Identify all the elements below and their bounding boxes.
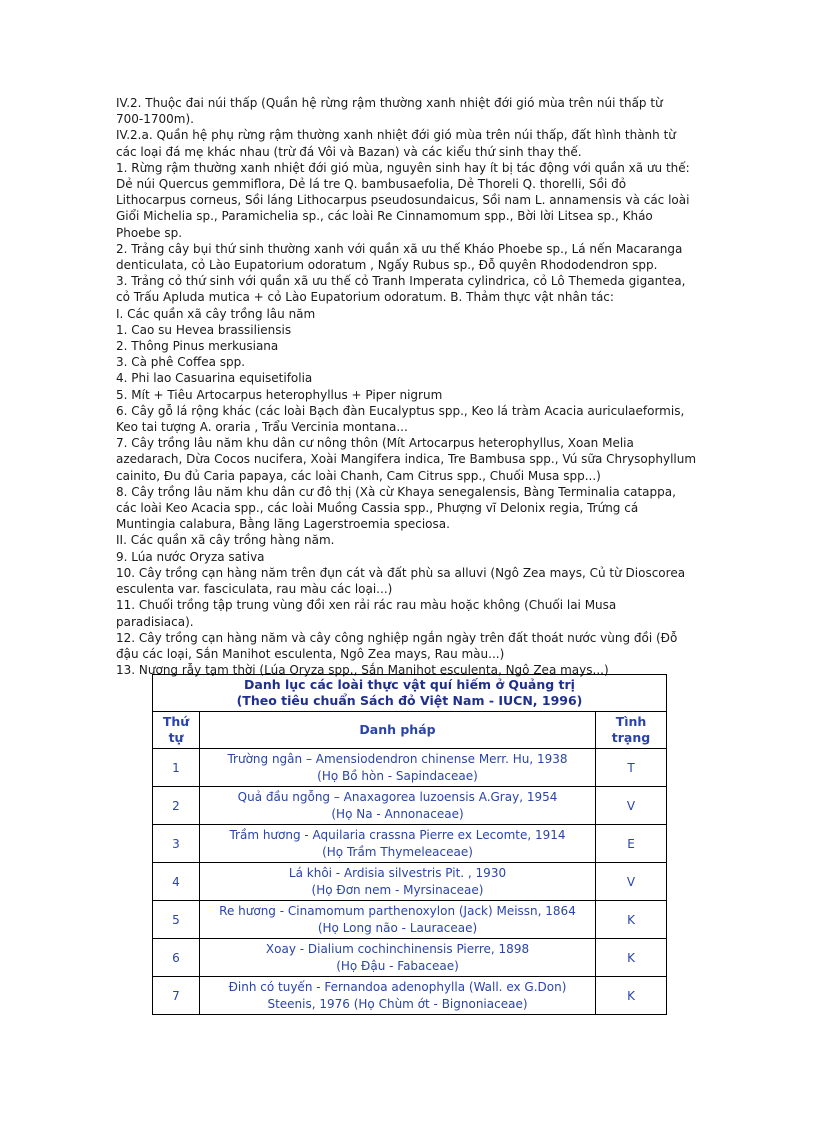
text-line: 2. Trảng cây bụi thứ sinh thường xanh với quần xã ưu thế Kháo Phoebe sp., Lá nến Macaranga — [116, 241, 683, 256]
species-line2: (Họ Na - Annonaceae) — [331, 806, 464, 821]
species-line1: Lá khôi - Ardisia silvestris Pit. , 1930 — [288, 865, 507, 880]
table-row — [153, 863, 667, 901]
row-number: 7 — [153, 977, 200, 1015]
table-row — [153, 901, 667, 939]
text-line: 11. Chuối trồng tập trung vùng đồi xen rải rác rau màu hoặc không (Chuối lai Musa — [116, 598, 617, 613]
species-line2: (Họ Đậu - Fabaceae) — [336, 958, 459, 973]
row-status: K — [596, 939, 667, 977]
text-line: 4. Phi lao Casuarina equisetifolia — [116, 371, 313, 386]
text-line: cainito, Đu đủ Caria papaya, các loài Chanh, Cam Citrus spp., Chuối Musa spp...) — [116, 468, 601, 483]
text-line: 5. Mít + Tiêu Artocarpus heterophyllus + Piper nigrum — [116, 387, 443, 402]
row-species-name — [200, 939, 596, 977]
species-line1: Trường ngân – Amensiodendron chinense Merr. Hu, 1938 — [227, 751, 568, 766]
table-row — [153, 787, 667, 825]
text-line: 3. Cà phê Coffea spp. — [116, 355, 246, 370]
text-line: 700-1700m). — [116, 112, 194, 127]
row-status: K — [596, 977, 667, 1015]
row-species-name — [200, 901, 596, 939]
text-line: 1. Rừng rậm thường xanh nhiệt đới gió mùa, nguyên sinh hay ít bị tác động với quần xã ưu thế: — [116, 160, 690, 175]
table-row — [153, 825, 667, 863]
row-status: V — [596, 787, 667, 825]
row-status: E — [596, 825, 667, 863]
rare-plants-table-wrapper — [152, 674, 666, 1015]
table-title-line2: (Theo tiêu chuẩn Sách đỏ Việt Nam - IUCN, 1996) — [236, 693, 583, 708]
text-line: azedarach, Dừa Cocos nucifera, Xoài Mangifera indica, Tre Bambusa spp., Vú sữa Chrysophyllum — [116, 452, 697, 467]
table-row — [153, 749, 667, 787]
species-line1: Đinh có tuyến - Fernandoa adenophylla (Wall. ex G.Don) — [228, 979, 567, 994]
text-line: Keo tai tượng A. oraria , Trẩu Vercinia montana... — [116, 420, 408, 435]
text-line: esculenta var. fasciculata, rau màu các loại...) — [116, 582, 393, 597]
text-line: 1. Cao su Hevea brassiliensis — [116, 322, 292, 337]
species-line2: Steenis, 1976 (Họ Chùm ớt - Bignoniaceae) — [267, 996, 528, 1011]
rare-plants-table — [152, 674, 667, 1015]
text-line: 3. Trảng cỏ thứ sinh với quần xã ưu thế cỏ Tranh Imperata cylindrica, cỏ Lô Themeda gigantea, — [116, 274, 686, 289]
text-line: cỏ Trấu Apluda mutica + cỏ Lào Eupatorium odoratum. B. Thảm thực vật nhân tác: — [116, 290, 614, 305]
text-line: 13. Nương rẫy tạm thời (Lúa Oryza spp., Sắn Manihot esculenta, Ngô Zea mays...) — [116, 663, 609, 678]
species-line2: (Họ Trầm Thymeleaceae) — [322, 844, 473, 859]
document-body — [116, 95, 701, 678]
row-species-name — [200, 749, 596, 787]
text-line: I. Các quần xã cây trồng lâu năm — [116, 306, 316, 321]
text-line: paradisiaca). — [116, 614, 194, 629]
species-line2: (Họ Bồ hòn - Sapindaceae) — [317, 768, 478, 783]
row-status: T — [596, 749, 667, 787]
table-title — [153, 675, 667, 712]
text-line: 12. Cây trồng cạn hàng năm và cây công nghiệp ngắn ngày trên đất thoát nước vùng đồi (Đỗ — [116, 630, 678, 645]
row-number: 4 — [153, 863, 200, 901]
row-number: 5 — [153, 901, 200, 939]
text-line: Giổi Michelia sp., Paramichelia sp., các loài Re Cinnamomum spp., Bời lời Litsea sp., Kháo — [116, 209, 653, 224]
row-number: 2 — [153, 787, 200, 825]
row-species-name — [200, 787, 596, 825]
text-line: Muntingia calabura, Bằng lăng Lagerstroemia speciosa. — [116, 517, 450, 532]
row-status: V — [596, 863, 667, 901]
text-line: 9. Lúa nước Oryza sativa — [116, 549, 265, 564]
species-line1: Xoay - Dialium cochinchinensis Pierre, 1898 — [265, 941, 530, 956]
header-order-line2: tự — [168, 730, 184, 745]
table-row — [153, 939, 667, 977]
species-line2: (Họ Long não - Lauraceae) — [317, 920, 478, 935]
species-line1: Trầm hương - Aquilaria crassna Pierre ex Lecomte, 1914 — [229, 827, 566, 842]
row-number: 3 — [153, 825, 200, 863]
text-line: Dẻ núi Quercus gemmiflora, Dẻ lá tre Q. bambusaefolia, Dẻ Thoreli Q. thorelli, Sồi đỏ — [116, 177, 627, 192]
species-line2: (Họ Đơn nem - Myrsinaceae) — [311, 882, 484, 897]
text-line: II. Các quần xã cây trồng hàng năm. — [116, 533, 335, 548]
text-line: denticulata, cỏ Lào Eupatorium odoratum , Ngấy Rubus sp., Đỗ quyên Rhododendron spp. — [116, 258, 658, 273]
species-line1: Quả đầu ngỗng – Anaxagorea luzoensis A.Gray, 1954 — [237, 789, 558, 804]
header-order-line1: Thứ — [162, 714, 190, 729]
text-line: 8. Cây trồng lâu năm khu dân cư đô thị (Xà cừ Khaya senegalensis, Bàng Terminalia catappa, — [116, 484, 676, 499]
text-line: đậu các loại, Sắn Manihot esculenta, Ngô Zea mays, Rau màu...) — [116, 646, 505, 661]
text-line: 7. Cây trồng lâu năm khu dân cư nông thôn (Mít Artocarpus heterophyllus, Xoan Melia — [116, 436, 634, 451]
text-line: Phoebe sp. — [116, 225, 183, 240]
row-species-name — [200, 825, 596, 863]
table-title-line1: Danh lục các loài thực vật quí hiếm ở Quảng trị — [244, 677, 575, 692]
row-species-name — [200, 863, 596, 901]
text-line: các loài Keo Acacia spp., các loài Muồng Cassia spp., Phượng vĩ Delonix regia, Trứng cá — [116, 501, 639, 516]
text-line: Lithocarpus corneus, Sồi láng Lithocarpus pseudosundaicus, Sồi nam L. annamensis và các loài — [116, 193, 690, 208]
header-status — [596, 712, 667, 749]
text-line: IV.2. Thuộc đai núi thấp (Quần hệ rừng rậm thường xanh nhiệt đới gió mùa trên núi thấp từ — [116, 96, 663, 110]
header-order — [153, 712, 200, 749]
text-line: 6. Cây gỗ lá rộng khác (các loài Bạch đàn Eucalyptus spp., Keo lá tràm Acacia auriculaeformis, — [116, 403, 685, 418]
table-body — [153, 749, 667, 1015]
row-species-name — [200, 977, 596, 1015]
text-line: 2. Thông Pinus merkusiana — [116, 339, 279, 354]
row-number: 6 — [153, 939, 200, 977]
text-line: 10. Cây trồng cạn hàng năm trên đụn cát và đất phù sa alluvi (Ngô Zea mays, Củ từ Dioscorea — [116, 565, 686, 580]
table-row — [153, 977, 667, 1015]
text-line: các loại đá mẹ khác nhau (trừ đá Vôi và Bazan) và các kiểu thứ sinh thay thế. — [116, 144, 582, 159]
header-status-line1: Tình — [615, 714, 647, 729]
species-line1: Re hương - Cinamomum parthenoxylon (Jack) Meissn, 1864 — [219, 903, 576, 918]
header-status-line2: trạng — [611, 730, 651, 745]
header-name: Danh pháp — [200, 712, 596, 749]
row-status: K — [596, 901, 667, 939]
row-number: 1 — [153, 749, 200, 787]
text-line: IV.2.a. Quần hệ phụ rừng rậm thường xanh nhiệt đới gió mùa trên núi thấp, đất hình thành từ — [116, 128, 676, 143]
